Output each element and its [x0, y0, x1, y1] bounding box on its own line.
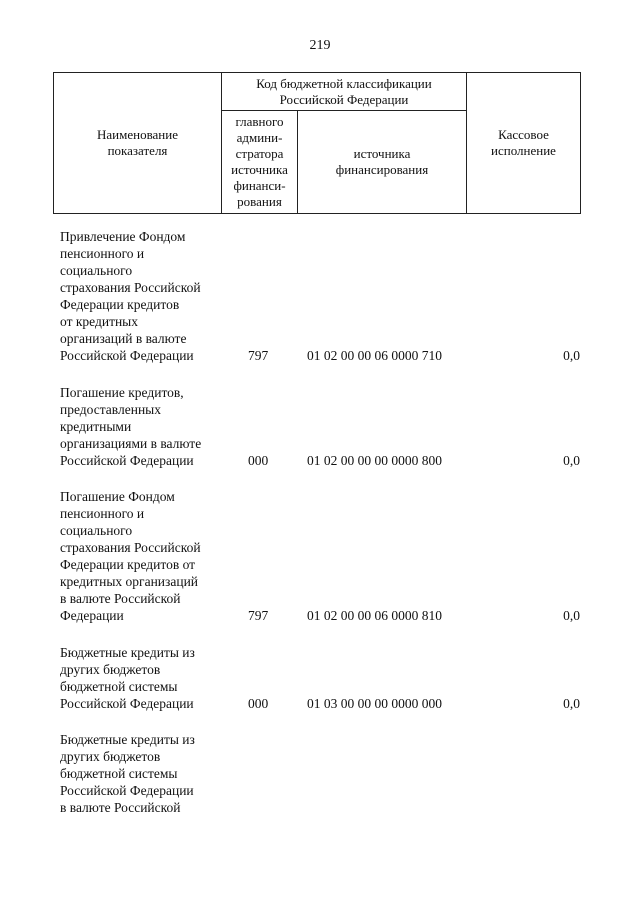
- table-header: [53, 72, 581, 214]
- page-number: 219: [309, 38, 331, 53]
- row-admin-code: 000: [248, 453, 269, 468]
- row-source-code: 01 02 00 00 06 0000 710: [307, 348, 442, 363]
- row-source-code: 01 03 00 00 00 0000 000: [307, 696, 442, 711]
- row-name: Погашение кредитов, предоставленных кредитными организациями в валюте Российской Федерации: [60, 385, 202, 468]
- row-admin-code: 797: [248, 348, 269, 363]
- row-execution: 0,0: [563, 348, 580, 363]
- header-admin-column: главного админи- стратора источника финанси- рования: [222, 111, 298, 214]
- row-admin-code: 000: [248, 696, 269, 711]
- row-name: Бюджетные кредиты из других бюджетов бюджетной системы Российской Федерации в валюте Российской: [60, 732, 195, 815]
- row-execution: 0,0: [563, 608, 580, 623]
- header-name-column: Наименование показателя: [54, 73, 222, 214]
- header-code-group: Код бюджетной классификации Российской Федерации: [222, 73, 467, 111]
- header-source-column: источника финансирования: [298, 111, 467, 214]
- row-execution: 0,0: [563, 696, 580, 711]
- row-execution: 0,0: [563, 453, 580, 468]
- row-name: Бюджетные кредиты из других бюджетов бюджетной системы Российской Федерации: [60, 645, 195, 711]
- header-execution-column: Кассовое исполнение: [467, 73, 581, 214]
- row-name: Привлечение Фондом пенсионного и социального страхования Российской Федерации кредитов от кредитных организаций в валюте Российской Федерации: [60, 229, 201, 363]
- row-source-code: 01 02 00 00 00 0000 800: [307, 453, 442, 468]
- row-name: Погашение Фондом пенсионного и социального страхования Российской Федерации кредитов от кредитных организаций в валюте Российской Федерации: [60, 489, 201, 623]
- row-admin-code: 797: [248, 608, 269, 623]
- row-source-code: 01 02 00 00 06 0000 810: [307, 608, 442, 623]
